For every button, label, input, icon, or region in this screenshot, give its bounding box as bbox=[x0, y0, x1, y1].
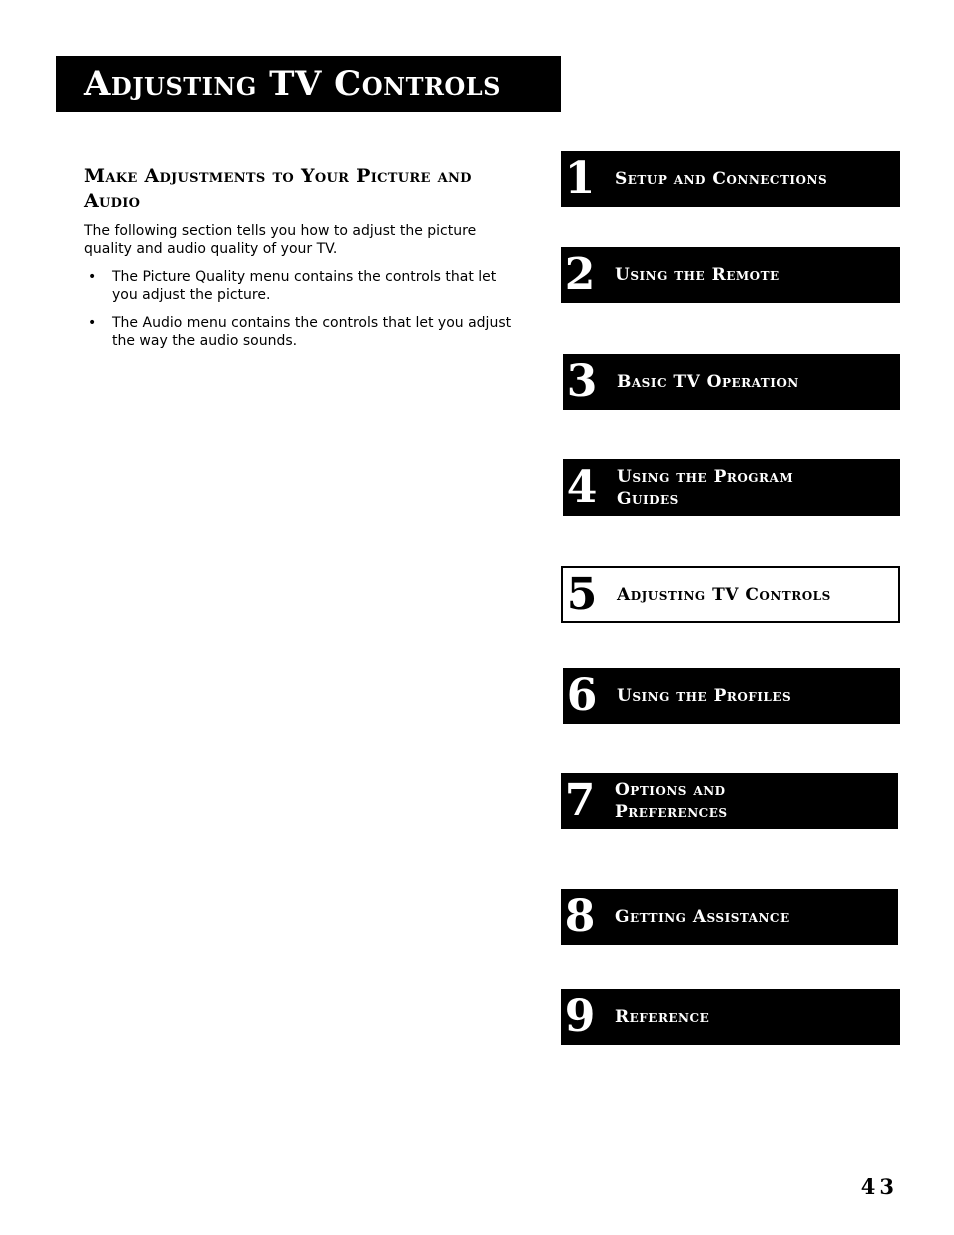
bullet-dot-icon: • bbox=[88, 315, 97, 331]
chapter-label: Getting Assistance bbox=[615, 907, 790, 927]
intro-paragraph: The following section tells you how to adjust the picture quality and audio quality of your TV. bbox=[84, 223, 477, 257]
bullet-text: The Audio menu contains the controls that let you adjust the way the audio sounds. bbox=[112, 315, 512, 349]
chapter-label: Basic TV Operation bbox=[617, 372, 799, 392]
chapter-number: 6 bbox=[566, 670, 598, 721]
main-content bbox=[84, 164, 524, 360]
chapter-tab-7[interactable] bbox=[561, 773, 898, 829]
chapter-number: 4 bbox=[566, 461, 598, 513]
chapter-tab-9[interactable] bbox=[561, 989, 900, 1045]
bullet-item-picture-quality bbox=[84, 268, 524, 304]
chapter-tab-8[interactable] bbox=[561, 889, 898, 945]
chapter-number: 9 bbox=[564, 991, 596, 1042]
chapter-number: 7 bbox=[564, 775, 596, 826]
chapter-number: 1 bbox=[564, 153, 596, 204]
bullet-text: The Picture Quality menu contains the controls that let you adjust the picture. bbox=[112, 269, 497, 303]
chapter-tab-6[interactable] bbox=[563, 668, 900, 724]
bullet-dot-icon: • bbox=[88, 269, 97, 285]
section-heading: Make Adjustments to Your Picture and Audio bbox=[84, 165, 472, 212]
chapter-label: Using the Profiles bbox=[617, 686, 792, 706]
chapter-label: Options and Preferences bbox=[615, 780, 728, 822]
chapter-label: Setup and Connections bbox=[615, 169, 828, 189]
chapter-title: Adjusting TV Controls bbox=[84, 64, 502, 104]
page-number: 43 bbox=[860, 1174, 898, 1199]
chapter-label: Reference bbox=[615, 1007, 710, 1027]
chapter-number: 2 bbox=[564, 249, 596, 300]
bullet-list bbox=[84, 268, 524, 350]
chapter-label: Using the Remote bbox=[615, 265, 780, 285]
chapter-tab-4[interactable] bbox=[563, 459, 900, 516]
chapter-tab-2[interactable] bbox=[561, 247, 900, 303]
chapter-tab-5-current[interactable] bbox=[561, 566, 900, 623]
chapter-tab-1[interactable] bbox=[561, 151, 900, 207]
chapter-tab-3[interactable] bbox=[563, 354, 900, 410]
bullet-item-audio bbox=[84, 314, 524, 350]
chapter-label: Adjusting TV Controls bbox=[617, 584, 831, 605]
chapter-number: 5 bbox=[566, 568, 598, 620]
chapter-number: 3 bbox=[566, 356, 598, 407]
chapter-number: 8 bbox=[564, 891, 596, 942]
chapter-header-bar bbox=[56, 56, 561, 112]
chapter-label: Using the Program Guides bbox=[617, 466, 794, 509]
